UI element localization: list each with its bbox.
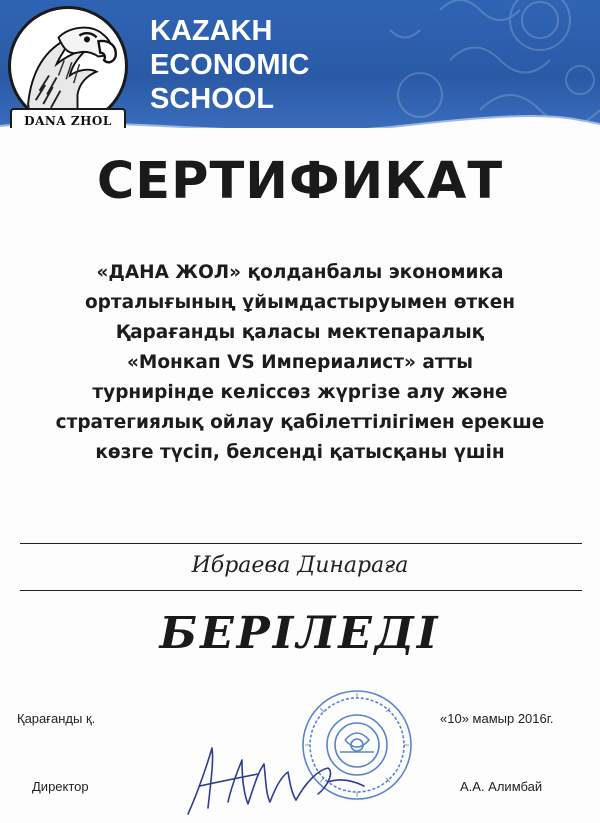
recipient-name: Ибраева Динараға <box>191 553 409 578</box>
recipient-top-rule <box>20 543 582 544</box>
awarded-text: БЕРІЛЕДІ <box>159 608 441 659</box>
school-name-line-1: KAZAKH <box>150 15 273 47</box>
signature-icon <box>178 742 368 822</box>
body-line-6: стратегиялық ойлау қабілеттілігімен ерекше <box>55 412 545 433</box>
school-name-line-2: ECONOMIC <box>150 49 310 81</box>
footer-city: Қарағанды қ. <box>17 711 96 726</box>
recipient-bottom-rule <box>20 590 582 591</box>
school-name <box>150 14 310 116</box>
certificate-body <box>30 258 570 468</box>
body-line-2: орталығының ұйымдастыруымен өткен <box>84 292 516 313</box>
footer-position: Директор <box>32 779 89 794</box>
school-name-line-3: SCHOOL <box>150 83 275 115</box>
body-line-5: турнирінде келіссөз жүргізе алу және <box>92 382 508 403</box>
body-line-4: «Монкап VS Империалист» атты <box>126 352 474 373</box>
logo-ribbon <box>10 108 126 128</box>
footer-date: «10» мамыр 2016г. <box>440 711 554 726</box>
body-line-3: Қарағанды қаласы мектепаралық <box>115 322 485 343</box>
body-line-7: көзге түсіп, белсенді қатысқаны үшін <box>95 442 505 463</box>
body-line-1: «ДАНА ЖОЛ» қолданбалы экономика <box>96 262 504 283</box>
logo-text: DANA ZHOL <box>24 114 112 128</box>
school-logo <box>6 4 132 128</box>
footer-director-name: А.А. Алимбай <box>460 779 543 794</box>
certificate-title: СЕРТИФИКАТ <box>96 152 504 211</box>
eagle-head-icon <box>11 9 125 123</box>
header-band <box>0 0 600 128</box>
